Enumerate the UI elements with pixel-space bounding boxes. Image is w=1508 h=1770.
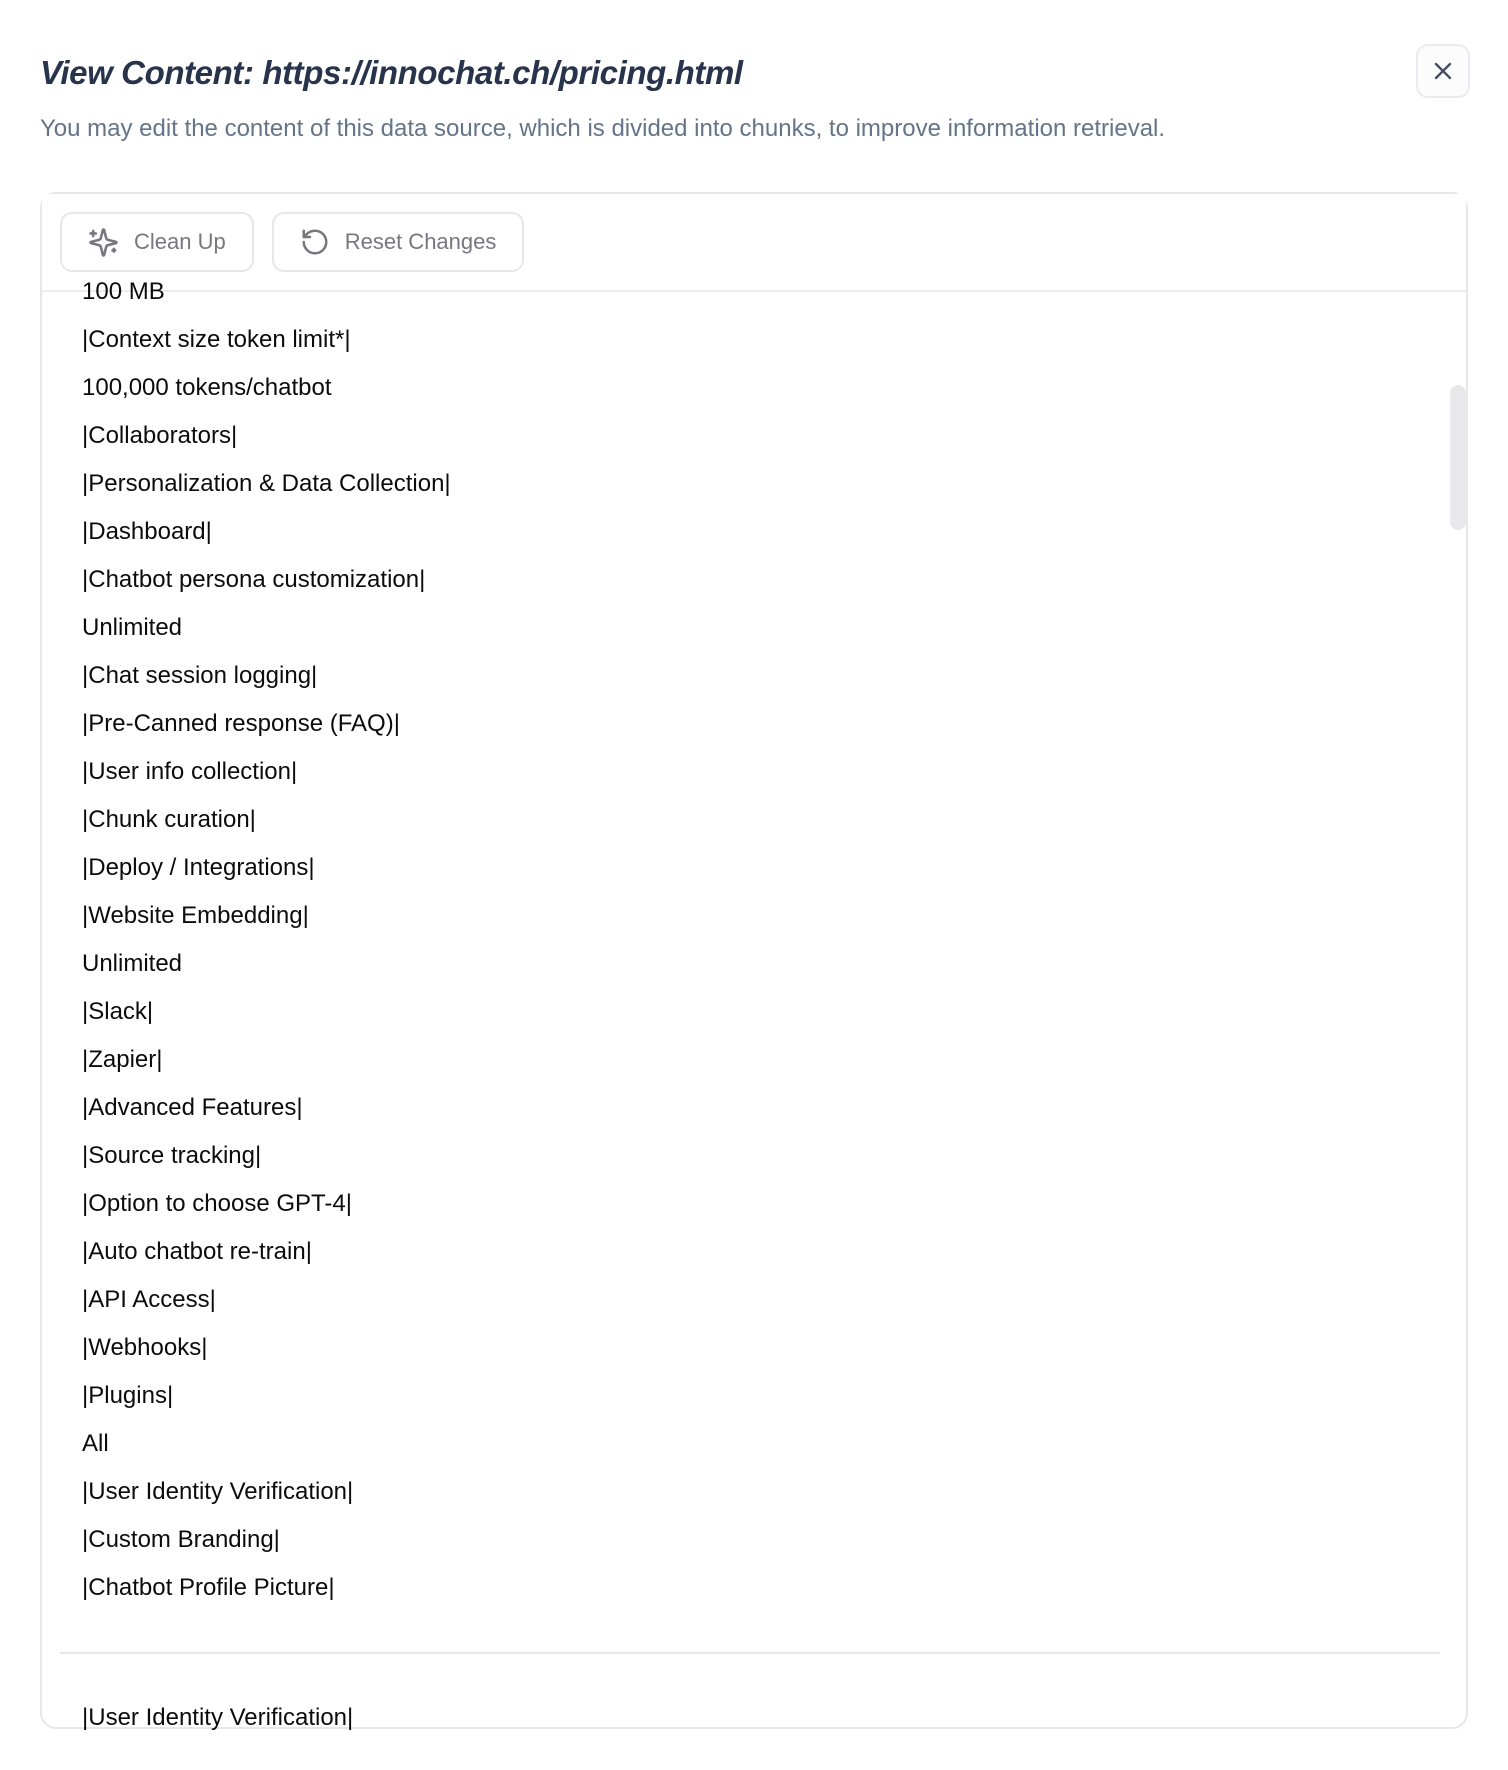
close-button[interactable] (1416, 44, 1470, 98)
content-line: Unlimited (82, 614, 183, 641)
content-line: |Chatbot Profile Picture| (82, 1574, 335, 1601)
content-line: 100 MB (82, 278, 165, 305)
content-line: |Zapier| (82, 1046, 163, 1073)
content-line: |Personalization & Data Collection| (82, 470, 451, 497)
content-line: All (82, 1430, 109, 1457)
content-line: |Option to choose GPT-4| (82, 1190, 352, 1217)
content-line: |Website Embedding| (82, 902, 309, 929)
content-line: Unlimited (82, 950, 183, 977)
chunk-divider (60, 1652, 1440, 1654)
content-line: |Slack| (82, 998, 154, 1025)
content-line: |User Identity Verification| (82, 1704, 354, 1731)
content-line: |Chat session logging| (82, 662, 318, 689)
content-line: |Chunk curation| (82, 806, 256, 833)
scrollbar-thumb[interactable] (1450, 385, 1466, 530)
modal-subtitle: You may edit the content of this data source, which is divided into chunks, to improve information retrieval. (40, 115, 1166, 142)
content-line: |Chatbot persona customization| (82, 566, 426, 593)
content-line: |Deploy / Integrations| (82, 854, 315, 881)
content-line: |API Access| (82, 1286, 216, 1313)
chunk-1[interactable] (42, 268, 1466, 1612)
content-line: |Collaborators| (82, 422, 238, 449)
content-line: |Webhooks| (82, 1334, 208, 1361)
content-line: |Pre-Canned response (FAQ)| (82, 710, 400, 737)
content-line: |User Identity Verification| (82, 1478, 354, 1505)
content-line: |Auto chatbot re-train| (82, 1238, 312, 1265)
content-editor-panel (40, 192, 1468, 1729)
content-line: |Custom Branding| (82, 1526, 280, 1553)
content-line: |Context size token limit*| (82, 326, 351, 353)
modal-title: View Content: https://innochat.ch/pricing.html (40, 54, 743, 91)
reset-changes-button[interactable] (272, 212, 525, 272)
modal-header (0, 0, 1508, 98)
content-line: 100,000 tokens/chatbot (82, 374, 332, 401)
editor-content[interactable] (42, 278, 1466, 1742)
clean-up-button[interactable] (60, 212, 254, 272)
content-line: |Dashboard| (82, 518, 212, 545)
content-line: |Source tracking| (82, 1142, 262, 1169)
sparkles-icon (88, 227, 119, 258)
content-line: |User info collection| (82, 758, 298, 785)
reset-changes-label: Reset Changes (344, 229, 497, 254)
content-line: |Plugins| (82, 1382, 174, 1409)
clean-up-label: Clean Up (134, 229, 226, 254)
x-icon (1429, 57, 1457, 85)
rotate-ccw-icon (300, 227, 330, 257)
content-line: |Advanced Features| (82, 1094, 303, 1121)
chunk-2[interactable] (42, 1694, 1466, 1742)
